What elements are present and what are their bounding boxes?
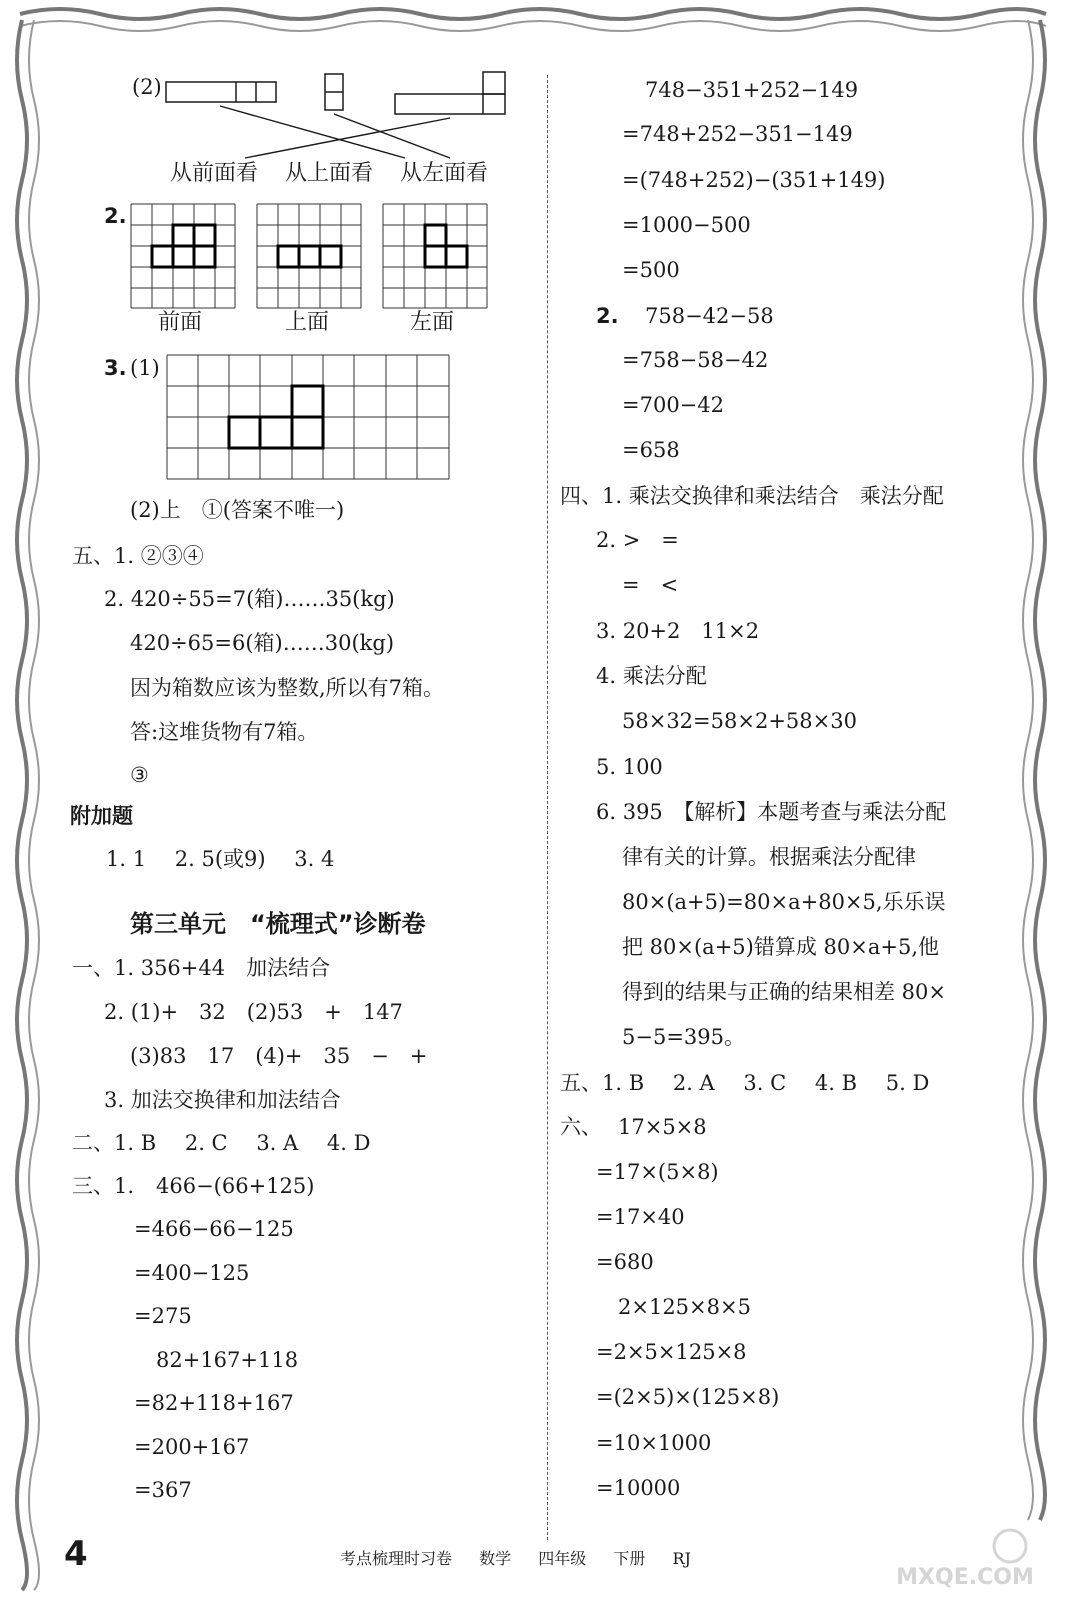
unit3-q2-1: 二、1. B: [72, 1131, 157, 1155]
section4-item6-line1: 6. 395 【解析】本题考查与乘法分配: [596, 800, 947, 824]
calc-line: 2×125×8×5: [618, 1295, 751, 1319]
section5-answer-1: 五、1. B: [560, 1071, 645, 1095]
bonus-item-1: 1. 1: [106, 847, 147, 871]
section5-answer-4: 4. B: [814, 1071, 858, 1095]
section4-item5: 5. 100: [596, 755, 663, 779]
calc-line: 748−351+252−149: [645, 78, 859, 102]
section4-item3: 3. 20+2 11×2: [596, 619, 760, 643]
section5-answer-5: 5. D: [885, 1071, 930, 1095]
unit3-q1-item1: 一、1. 356+44 加法结合: [72, 956, 331, 980]
calc-line: =680: [596, 1250, 654, 1274]
footer-edition: RJ: [672, 1549, 691, 1568]
calc-line: =1000−500: [622, 213, 751, 237]
grid-label-left: 左面: [410, 310, 455, 335]
footer-subject: 数学: [479, 1549, 512, 1568]
item3-number: 3.: [104, 356, 127, 380]
calc-line: =367: [134, 1478, 192, 1502]
item3-sub-label: (1): [130, 356, 160, 380]
section4-item6-line6: 5−5=395。: [622, 1025, 745, 1049]
section5-item2-line5: ③: [130, 763, 149, 787]
section4-item6-line3: 80×(a+5)=80×a+80×5,乐乐误: [622, 890, 946, 914]
calc-line: =758−58−42: [622, 348, 769, 372]
q2-label: (2): [132, 75, 162, 99]
calc-line: =200+167: [134, 1435, 250, 1459]
calc2-number: 2.: [596, 304, 619, 328]
section4-item2b: = <: [622, 573, 679, 597]
calc-line: =748+252−351−149: [622, 122, 853, 146]
section4-item6-line4: 把 80×(a+5)错算成 80×a+5,他: [622, 935, 939, 959]
grid-top: [256, 203, 362, 309]
calc-line: =17×(5×8): [596, 1160, 719, 1184]
calc-line: 758−42−58: [645, 304, 774, 328]
bonus-item-3: 3. 4: [294, 847, 335, 871]
calc-line: 17×5×8: [618, 1115, 707, 1139]
calc-line: 82+167+118: [156, 1348, 299, 1372]
footer-book-title: 考点梳理时习卷: [340, 1549, 453, 1568]
bonus-items: [106, 849, 334, 870]
calc-line: =658: [622, 438, 680, 462]
unit3-q1-item3: 3. 加法交换律和加法结合: [104, 1088, 341, 1112]
unit3-q1-item2b: (3)83 17 (4)+ 35 − +: [130, 1044, 428, 1068]
grid-item3: [166, 354, 450, 480]
section4-item4-formula: 58×32=58×2+58×30: [622, 709, 857, 733]
calc-line: =82+118+167: [134, 1391, 294, 1415]
grid-label-front: 前面: [158, 310, 203, 335]
bonus-title: 附加题: [70, 804, 133, 828]
item2-number: 2.: [104, 204, 127, 228]
watermark-text: MXQE.COM: [896, 1565, 1034, 1590]
calc-line: =(2×5)×(125×8): [596, 1385, 780, 1409]
section5-answers: [560, 1073, 929, 1094]
unit3-q2-3: 3. A: [256, 1131, 299, 1155]
section4-item2a: 2. > =: [596, 528, 679, 552]
calc-line: =17×40: [596, 1205, 685, 1229]
watermark-logo: [890, 1526, 1040, 1592]
section4-item6-line2: 律有关的计算。根据乘法分配律: [622, 845, 916, 869]
unit3-q2-4: 4. D: [326, 1131, 371, 1155]
grid-label-top: 上面: [285, 310, 330, 335]
calc-line: =700−42: [622, 393, 724, 417]
section5-item1: 五、1. ②③④: [72, 544, 204, 568]
page-number: 4: [64, 1534, 88, 1574]
footer-grade: 四年级: [538, 1549, 587, 1568]
calc-line: =(748+252)−(351+149): [622, 168, 886, 192]
calc-line: =10000: [596, 1476, 681, 1500]
view-label-top: 从上面看: [285, 161, 374, 186]
section5-item2-line3: 因为箱数应该为整数,所以有7箱。: [130, 676, 445, 700]
section6-label: 六、: [560, 1115, 602, 1139]
section5-item2-line2: 420÷65=6(箱)……30(kg): [130, 631, 395, 655]
grid-front: [130, 203, 236, 309]
bonus-item-2: 2. 5(或9): [174, 847, 266, 871]
section5-item2-line1: 2. 420÷55=7(箱)……35(kg): [104, 587, 395, 611]
column-divider: [547, 75, 548, 1540]
calc-line: =500: [622, 258, 680, 282]
calc-line: =10×1000: [596, 1431, 712, 1455]
calc-line: =466−66−125: [134, 1217, 294, 1241]
unit3-q2-2: 2. C: [184, 1131, 228, 1155]
section5-item2-line4: 答:这堆货物有7箱。: [130, 720, 319, 744]
calc-line: =400−125: [134, 1261, 250, 1285]
book-footer: [340, 1546, 713, 1569]
calc-line: 466−(66+125): [156, 1174, 315, 1198]
unit3-q2-answers: [72, 1133, 370, 1154]
calc-line: =2×5×125×8: [596, 1340, 747, 1364]
view-label-front: 从前面看: [170, 161, 259, 186]
section4-item6-line5: 得到的结果与正确的结果相差 80×: [622, 980, 946, 1004]
calc-line: =275: [134, 1304, 192, 1328]
grid-left: [382, 203, 488, 309]
footer-volume: 下册: [613, 1549, 646, 1568]
section4-item1: 四、1. 乘法交换律和乘法结合 乘法分配: [560, 484, 944, 508]
item3-part2: (2)上 ①(答案不唯一): [130, 498, 345, 522]
view-matching-diagram: [160, 70, 520, 170]
view-label-left: 从左面看: [400, 161, 489, 186]
section5-answer-2: 2. A: [672, 1071, 715, 1095]
unit3-q1-item2a: 2. (1)+ 32 (2)53 + 147: [104, 1000, 403, 1024]
section4-item4: 4. 乘法分配: [596, 664, 707, 688]
unit3-title: 第三单元 “梳理式”诊断卷: [130, 910, 426, 938]
section5-answer-3: 3. C: [743, 1071, 787, 1095]
unit3-q3-label: 三、1.: [72, 1174, 135, 1198]
